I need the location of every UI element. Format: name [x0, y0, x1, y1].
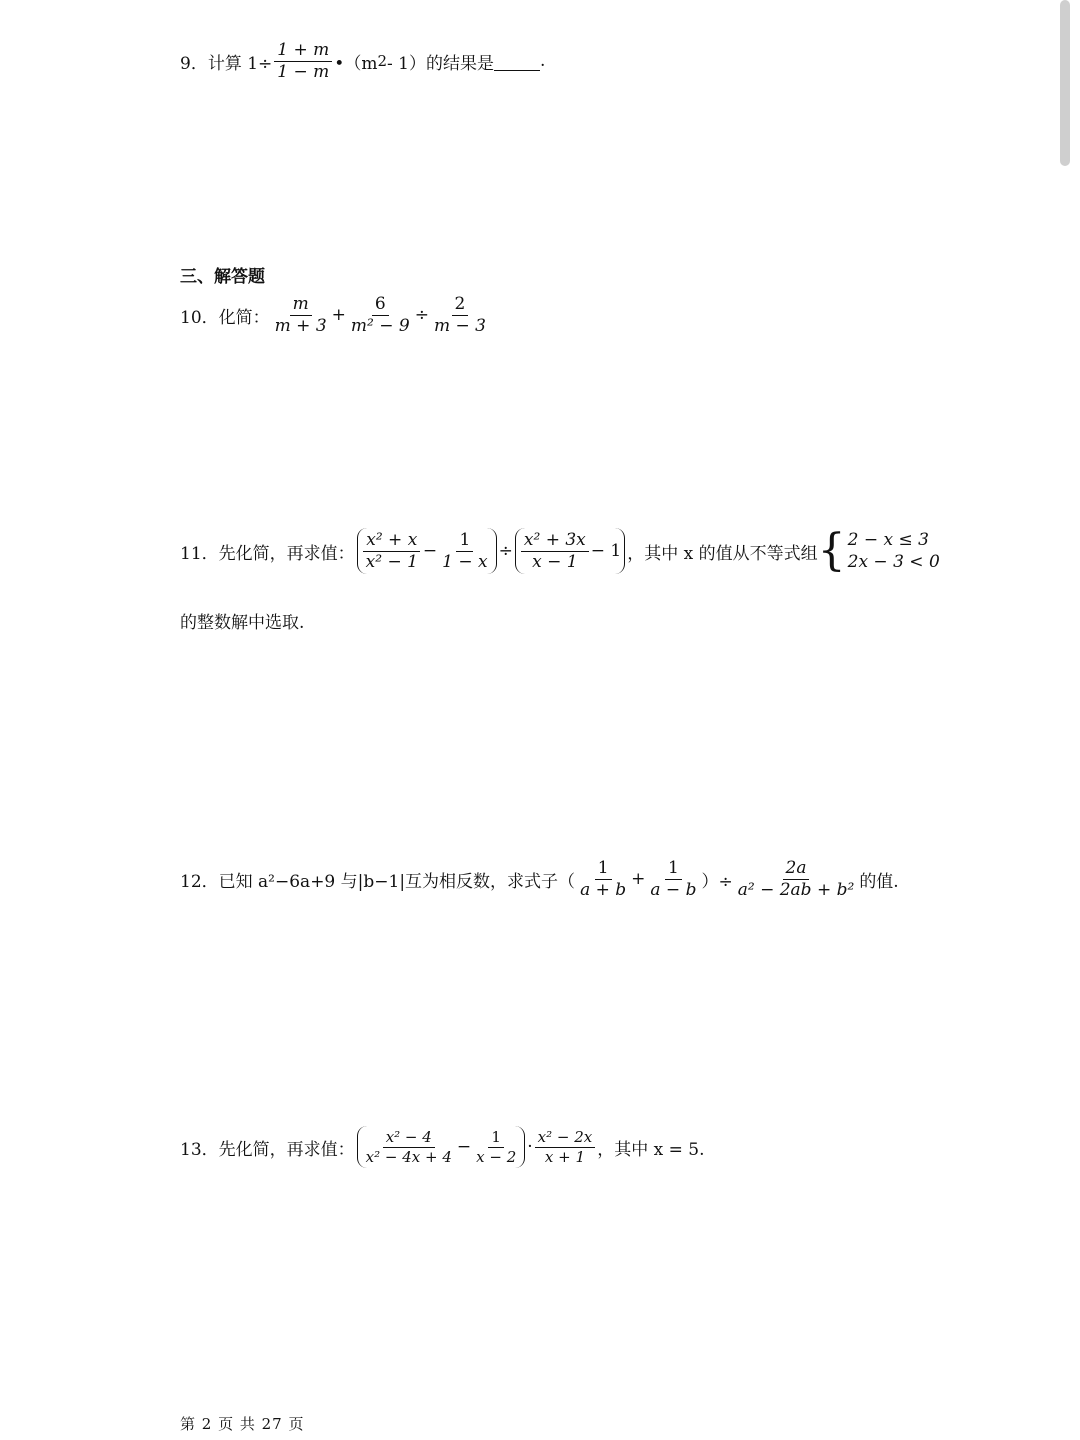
q13-fraction-2 [473, 1128, 519, 1166]
q12-number: 12． [180, 871, 219, 892]
q12-f3-den: a² − 2ab + b² [737, 879, 855, 900]
q13-op1: − [456, 1137, 472, 1157]
q11-f1-den: x² − 1 [365, 551, 418, 572]
q11-paren-1 [357, 528, 497, 574]
q9-frac-num: 1 + m [274, 40, 332, 62]
q13-f1-num: x² − 4 [383, 1128, 435, 1148]
q10-f1-den: m + 3 [274, 315, 327, 336]
q12-fraction-2 [647, 858, 699, 900]
q11-paren-2 [515, 528, 625, 574]
q13-fraction-3 [535, 1128, 596, 1166]
q9-after-sup: ‑ 1）的结果是 [387, 53, 494, 74]
scrollbar[interactable] [1060, 0, 1070, 166]
q13-condition: ，其中 x = 5. [597, 1139, 705, 1160]
q13-dot: · [527, 1137, 533, 1157]
q10-prompt: 化简： [218, 307, 270, 328]
section-title: 三、解答题 [180, 267, 265, 287]
q11-number: 11． [180, 543, 219, 564]
q9-frac-den: 1 − m [277, 61, 330, 82]
q10-f2-num: 6 [372, 294, 389, 316]
q10-f3-den: m − 3 [433, 315, 486, 336]
question-11-line-2 [180, 608, 304, 633]
q12-f3-num: 2a [783, 858, 810, 880]
q12-op1: + [631, 869, 646, 890]
q10-fraction-1 [272, 294, 330, 336]
question-12 [180, 858, 899, 900]
q13-f3-num: x² − 2x [535, 1128, 596, 1148]
q10-fraction-2 [348, 294, 413, 336]
q12-f2-num: 1 [665, 858, 682, 880]
q10-f3-num: 2 [452, 294, 469, 316]
q11-inequality-system [817, 525, 940, 577]
q13-f2-num: 1 [488, 1128, 504, 1148]
q11-minus-one: − 1 [590, 541, 622, 562]
q9-number: 9． [180, 53, 208, 74]
q11-f1-num: x² + x [363, 530, 420, 552]
q9-prefix: 计算 1÷ [207, 53, 273, 74]
q11-fraction-3 [521, 530, 589, 572]
q11-brace-icon: { [817, 525, 846, 577]
q10-fraction-3 [431, 294, 489, 336]
q11-op1: − [422, 541, 438, 562]
q13-prompt: 先化简，再求值： [218, 1139, 355, 1160]
q13-f2-den: x − 2 [476, 1147, 517, 1166]
q11-f3-num: x² + 3x [521, 530, 589, 552]
q10-op2: ÷ [414, 305, 429, 326]
q11-condition: ，其中 x 的值从不等式组 [627, 543, 818, 564]
q9-middle: •（m [334, 53, 378, 74]
q10-f2-den: m² − 9 [350, 315, 410, 336]
q13-fraction-1 [363, 1128, 455, 1166]
q12-fraction-3 [735, 858, 858, 900]
q12-f2-den: a − b [650, 879, 697, 900]
q11-op-div: ÷ [498, 541, 513, 562]
q9-answer-blank[interactable] [494, 52, 540, 71]
q10-number: 10． [180, 307, 219, 328]
page-footer: 第 2 页 共 27 页 [180, 1415, 305, 1433]
question-10 [180, 294, 491, 336]
q12-f1-den: a + b [580, 879, 627, 900]
question-11 [180, 525, 940, 577]
q13-paren [357, 1126, 526, 1168]
q12-text1: 已知 a²−6a+9 与|b−1|互为相反数，求式子（ [218, 871, 576, 892]
q11-prompt: 先化简，再求值： [218, 543, 355, 564]
q11-f3-den: x − 1 [532, 551, 578, 572]
q10-f1-num: m [290, 294, 312, 316]
question-9 [180, 40, 545, 82]
q11-fraction-1 [363, 530, 421, 572]
q9-end: . [539, 51, 546, 72]
q11-ineq-2: 2x − 3 < 0 [847, 552, 940, 573]
q13-f3-den: x + 1 [544, 1147, 585, 1166]
q11-f2-num: 1 [456, 530, 473, 552]
q11-fraction-2 [439, 530, 490, 572]
q12-text2: ）÷ [701, 871, 733, 892]
q12-f1-num: 1 [595, 858, 612, 880]
q13-f1-den: x² − 4x + 4 [365, 1147, 452, 1166]
q12-text3: 的值. [859, 871, 899, 892]
q9-sup: 2 [377, 52, 387, 71]
q12-fraction-1 [577, 858, 629, 900]
q11-ineq-1: 2 − x ≤ 3 [847, 530, 929, 551]
q11-f2-den: 1 − x [442, 551, 488, 572]
q10-op1: + [331, 305, 346, 326]
q13-number: 13． [180, 1139, 219, 1160]
question-13 [180, 1126, 705, 1168]
q9-fraction [274, 40, 332, 82]
q11-line2: 的整数解中选取. [180, 613, 305, 633]
